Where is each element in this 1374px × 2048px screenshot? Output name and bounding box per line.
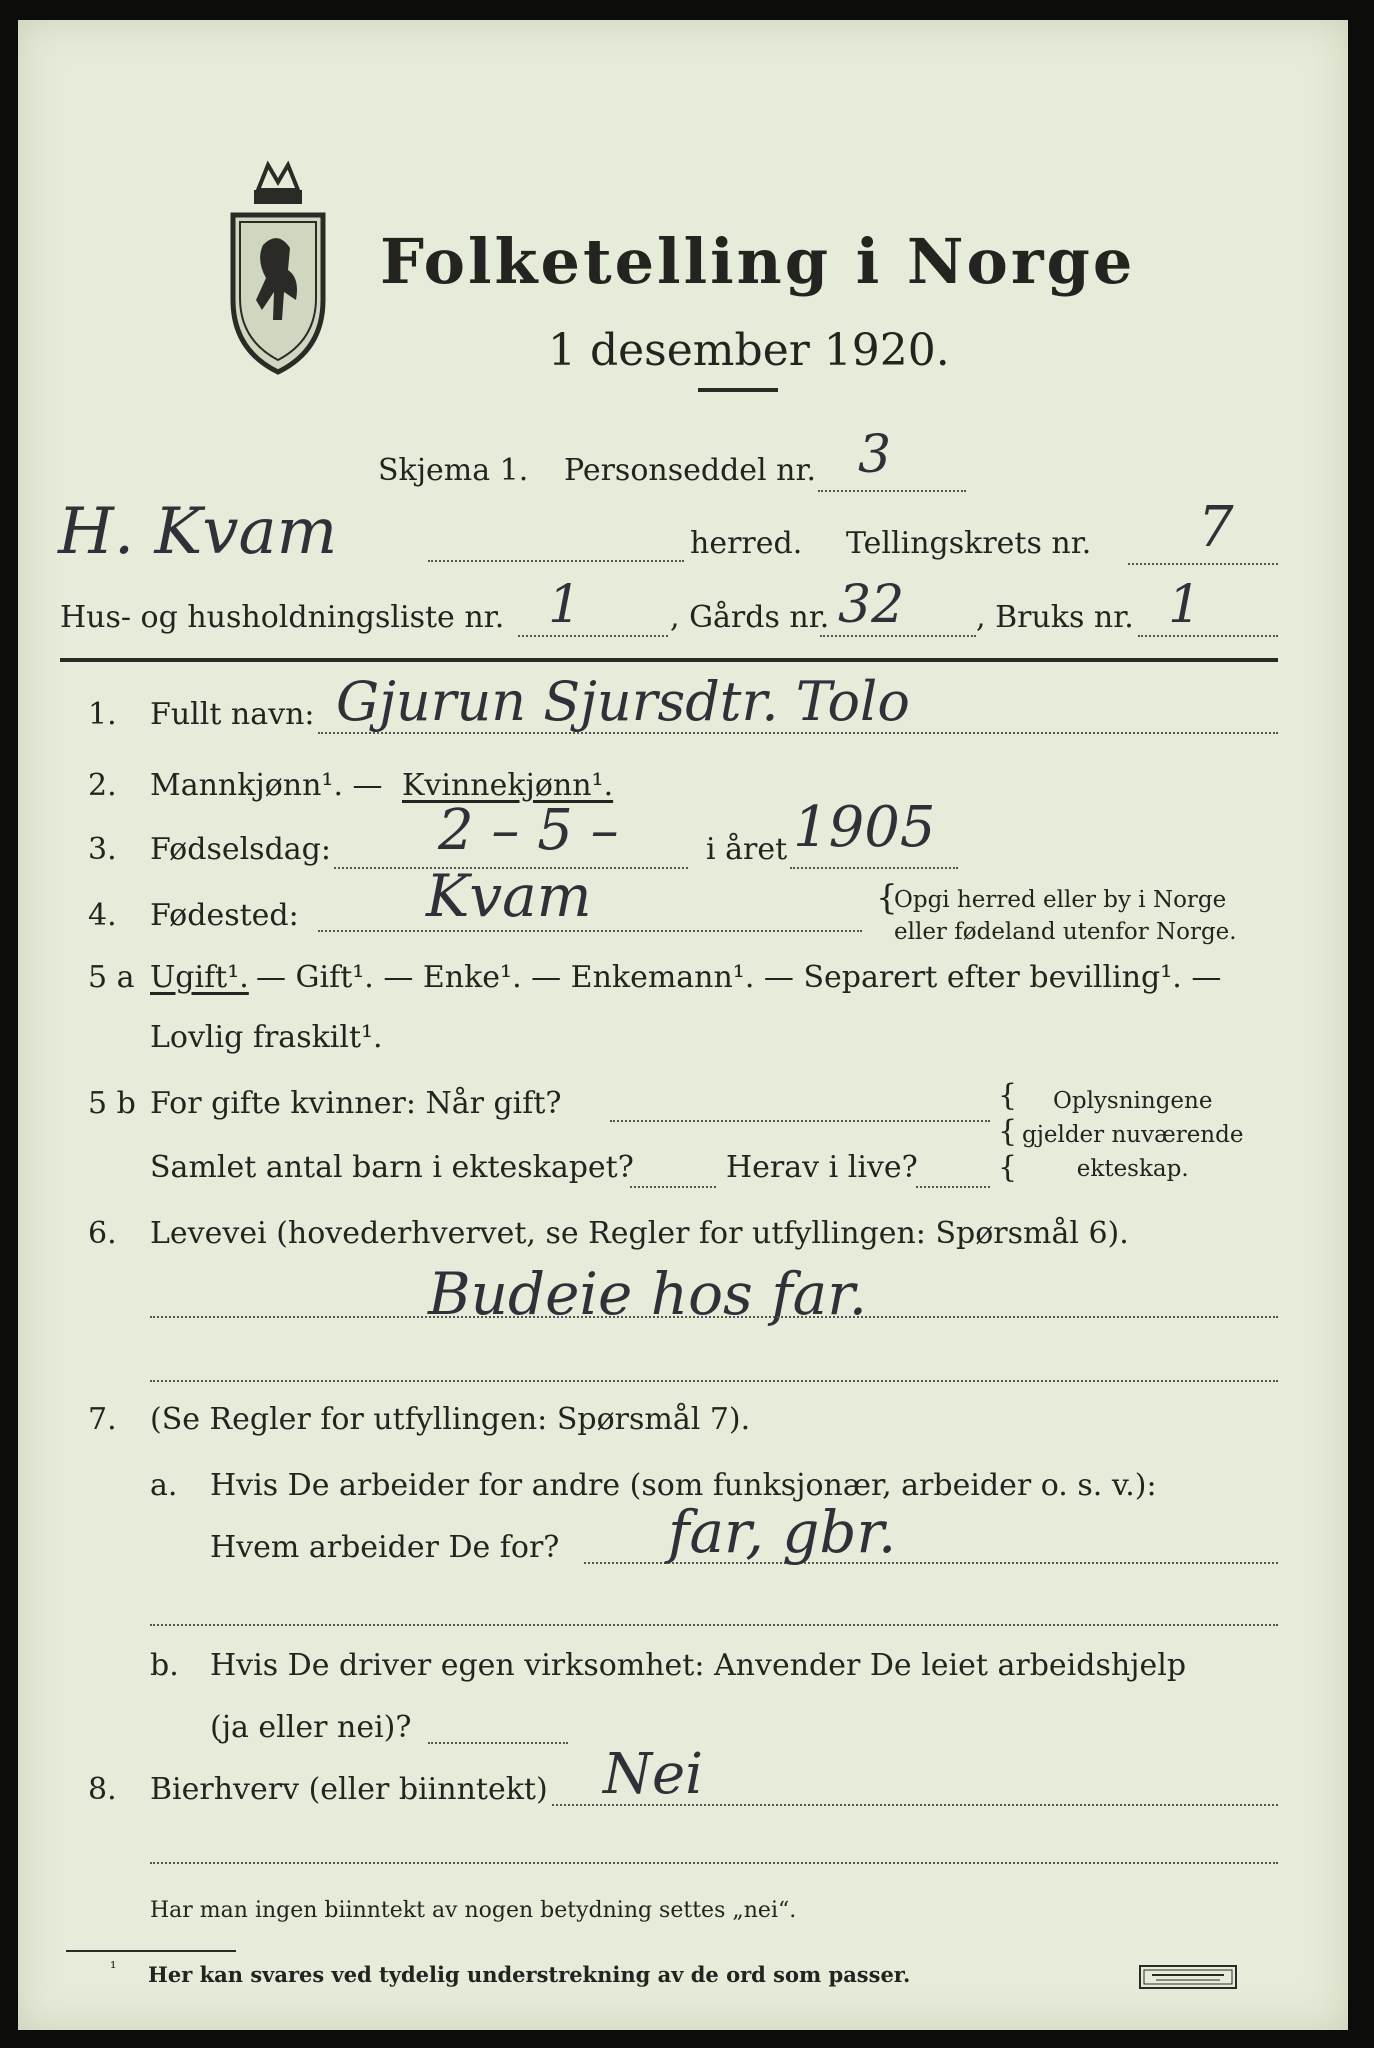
herred-label: herred. xyxy=(690,526,803,561)
form-title: Folketelling i Norge xyxy=(380,225,1136,298)
personseddel-value: 3 xyxy=(858,425,892,485)
q4-label: Fødested: xyxy=(150,898,299,933)
gards-value: 32 xyxy=(838,575,905,635)
q5b-label: For gifte kvinner: Når gift? xyxy=(150,1086,562,1121)
herred-value: H. Kvam xyxy=(58,495,338,569)
footnote-divider xyxy=(66,1950,236,1952)
coat-of-arms-icon xyxy=(218,160,338,380)
q8-label: Bierhverv (eller biinntekt) xyxy=(150,1772,548,1807)
side-income-value: Nei xyxy=(603,1742,704,1807)
printer-stamp-icon xyxy=(1138,1964,1238,1990)
form-subtitle: 1 desember 1920. xyxy=(548,325,950,376)
birth-date-value: 2 – 5 – xyxy=(438,798,619,863)
nei-note: Har man ingen biinntekt av nogen betydning settes „nei“. xyxy=(150,1898,797,1923)
q7b-letter: b. xyxy=(150,1648,179,1683)
q2-female-option: Kvinnekjønn¹. xyxy=(402,768,614,803)
q2-number: 2. xyxy=(88,768,117,803)
birthplace-value: Kvam xyxy=(426,862,592,930)
q3-label: Fødselsdag: xyxy=(150,832,331,867)
header-separator xyxy=(60,658,1278,662)
title-divider xyxy=(698,388,778,392)
tellingskrets-label: Tellingskrets nr. xyxy=(846,526,1092,561)
footnote-text: Her kan svares ved tydelig understrekning av de ord som passer. xyxy=(148,1962,911,1987)
q5b-number: 5 b xyxy=(88,1086,136,1121)
q6-label: Levevei (hovederhvervet, se Regler for utfyllingen: Spørsmål 6). xyxy=(150,1216,1129,1251)
q6-number: 6. xyxy=(88,1216,117,1251)
q7b-label: Hvis De driver egen virksomhet: Anvender De leiet arbeidshjelp xyxy=(210,1648,1187,1683)
full-name-value: Gjurun Sjursdtr. Tolo xyxy=(336,670,910,733)
q5a-divorced-option: Lovlig fraskilt¹. xyxy=(150,1020,383,1055)
q2-male-option: Mannkjønn¹. — xyxy=(150,768,383,803)
q4-note: Opgi herred eller by i Norge eller fødeland utenfor Norge. xyxy=(894,887,1237,945)
q1-number: 1. xyxy=(88,697,117,732)
q7a-label: Hvis De arbeider for andre (som funksjonær, arbeider o. s. v.): xyxy=(210,1468,1157,1503)
hus-label: Hus- og husholdningsliste nr. xyxy=(60,600,505,635)
q4-brace: { xyxy=(876,878,898,918)
q5a-ugift-option: Ugift¹. xyxy=(150,960,249,995)
q7a-letter: a. xyxy=(150,1468,178,1503)
q3-number: 3. xyxy=(88,832,117,867)
schema-label: Skjema 1. xyxy=(378,453,529,488)
q3-year-label: i året xyxy=(706,832,788,867)
q4-number: 4. xyxy=(88,898,117,933)
q7-number: 7. xyxy=(88,1402,117,1437)
q7b-question: (ja eller nei)? xyxy=(210,1710,412,1745)
tellingskrets-value: 7 xyxy=(1198,495,1234,560)
footnote-marker: ¹ xyxy=(110,1958,117,1977)
personseddel-label: Personseddel nr. xyxy=(564,453,817,488)
gards-label: , Gårds nr. xyxy=(670,600,830,635)
q7a-question: Hvem arbeider De for? xyxy=(210,1530,560,1565)
census-form-page xyxy=(18,20,1348,2030)
q5b-brace: { { { xyxy=(998,1078,1018,1185)
q7-label: (Se Regler for utfyllingen: Spørsmål 7). xyxy=(150,1402,751,1437)
q8-number: 8. xyxy=(88,1772,117,1807)
hus-value: 1 xyxy=(548,575,582,635)
q1-label: Fullt navn: xyxy=(150,697,315,732)
q5b-children-label: Samlet antal barn i ekteskapet? xyxy=(150,1150,634,1185)
bruks-value: 1 xyxy=(1168,575,1202,635)
q5a-other-options: — Gift¹. — Enke¹. — Enkemann¹. — Separert efter bevilling¹. — xyxy=(256,960,1222,995)
q5a-number: 5 a xyxy=(88,960,135,995)
birth-year-value: 1905 xyxy=(793,795,936,860)
employer-value: far, gbr. xyxy=(668,1498,897,1566)
q5b-alive-label: Herav i live? xyxy=(726,1150,918,1185)
occupation-value: Budeie hos far. xyxy=(428,1260,868,1328)
bruks-label: , Bruks nr. xyxy=(976,600,1134,635)
q5b-note: Oplysningene gjelder nuværende ekteskap. xyxy=(1022,1088,1244,1182)
